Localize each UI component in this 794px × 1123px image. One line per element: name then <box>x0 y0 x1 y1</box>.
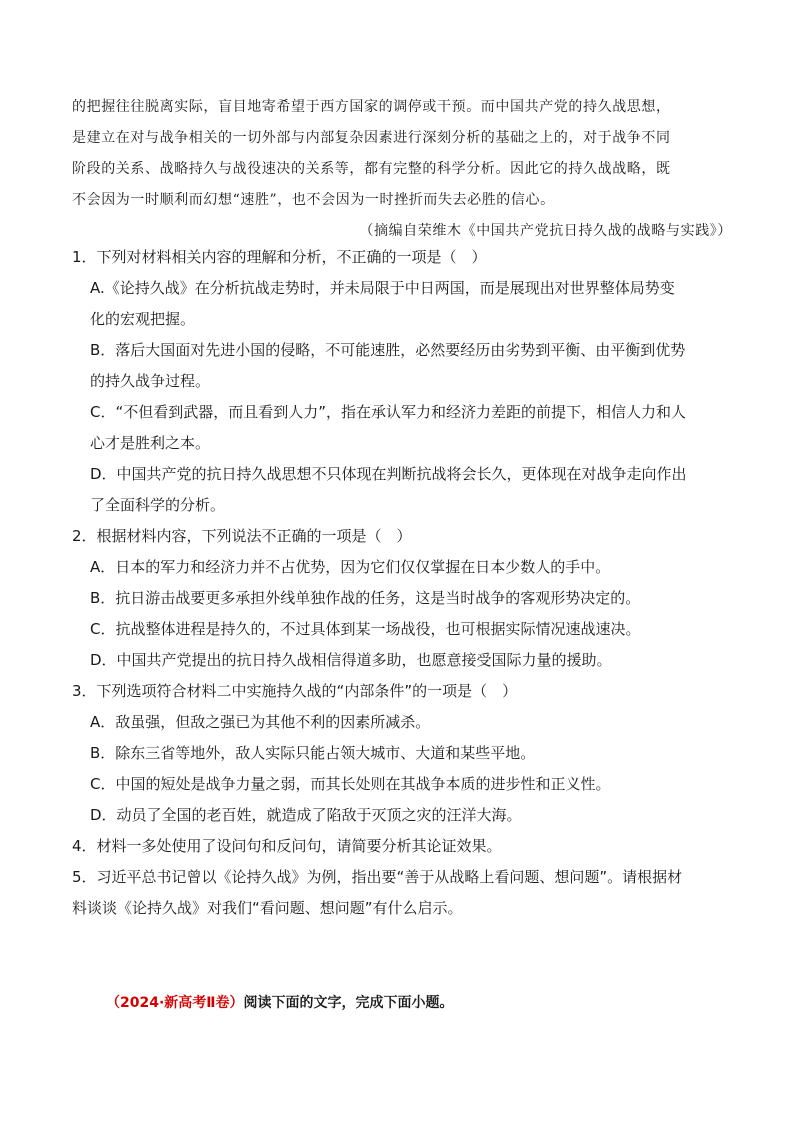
question-2-option-c: C．抗战整体进程是持久的，不过具体到某一场战役，也可根据实际情况速战速决。 <box>90 620 641 638</box>
passage-source: （摘编自荣维木《中国共产党抗日持久战的战略与实践》） <box>359 223 732 239</box>
instruction-text: 阅读下面的文字，完成下面小题。 <box>243 995 454 1011</box>
question-3-option-b: B．除东三省等地外，敌人实际只能占领大城市、大道和某些平地。 <box>90 744 536 762</box>
question-3-option-d: D．动员了全国的老百姓，就造成了陷敌于灭顶之灾的汪洋大海。 <box>90 806 522 824</box>
question-1-option-d: D．中国共产党的抗日持久战思想不只体现在判断抗战将会长久，更体现在对战争走向作出 了全面科学的分析。 <box>90 465 687 514</box>
next-section-instruction <box>106 991 454 1015</box>
question-2-stem: 2．根据材料内容，下列说法不正确的一项是（ ） <box>72 527 412 545</box>
question-3-option-c: C．中国的短处是战争力量之弱，而其长处则在其战争本质的进步性和正义性。 <box>90 775 611 793</box>
question-1-stem: 1．下列对材料相关内容的理解和分析，不正确的一项是（ ） <box>72 248 487 266</box>
passage-line: 是建立在对与战争相关的一切外部与内部复杂因素进行深刻分析的基础之上的，对于战争不同 <box>72 130 671 146</box>
passage-excerpt <box>72 92 732 247</box>
question-2-option-b: B．抗日游击战要更多承担外线单独作战的任务，这是当时战争的客观形势决定的。 <box>90 589 641 607</box>
question-5-stem: 5．习近平总书记曾以《论持久战》为例，指出要“善于从战略上看问题、想问题”。请根据材 <box>72 868 683 886</box>
question-1-option-a: A.《论持久战》在分析抗战走势时，并未局限于中日两国，而是展现出对世界整体局势变 化的宏观把握。 <box>90 279 675 328</box>
question-2-option-a: A．日本的军力和经济力并不占优势，因为它们仅仅掌握在日本少数人的手中。 <box>90 558 611 576</box>
question-1-option-c: C．“不但看到武器，而且看到人力”，指在承认军力和经济力差距的前提下，相信人力和人 心才是胜利之本。 <box>90 403 687 452</box>
exam-source-tag: （2024·新高考Ⅱ卷） <box>106 995 244 1011</box>
question-4-stem: 4．材料一多处使用了设问句和反问句，请简要分析其论证效果。 <box>72 837 502 855</box>
question-3-stem: 3．下列选项符合材料二中实施持久战的“内部条件”的一项是（ ） <box>72 682 518 700</box>
passage-line: 不会因为一时顺利而幻想“速胜”，也不会因为一时挫折而失去必胜的信心。 <box>72 192 555 208</box>
question-1-option-b: B．落后大国面对先进小国的侵略，不可能速胜，必然要经历由劣势到平衡、由平衡到优势 的持久战争过程。 <box>90 341 686 390</box>
question-2-option-d: D．中国共产党提出的抗日持久战相信得道多助，也愿意接受国际力量的援助。 <box>90 651 612 669</box>
passage-line: 阶段的关系、战略持久与战役速决的关系等，都有完整的科学分析。因此它的持久战战略，既 <box>72 161 671 177</box>
passage-line: 的把握往往脱离实际，盲目地寄希望于西方国家的调停或干预。而中国共产党的持久战思想， <box>72 99 671 115</box>
question-3-option-a: A．敌虽强，但敌之强已为其他不利的因素所减杀。 <box>90 713 431 731</box>
question-5-stem-continued: 料谈谈《论持久战》对我们“看问题、想问题”有什么启示。 <box>72 899 463 917</box>
question-list <box>72 242 727 924</box>
